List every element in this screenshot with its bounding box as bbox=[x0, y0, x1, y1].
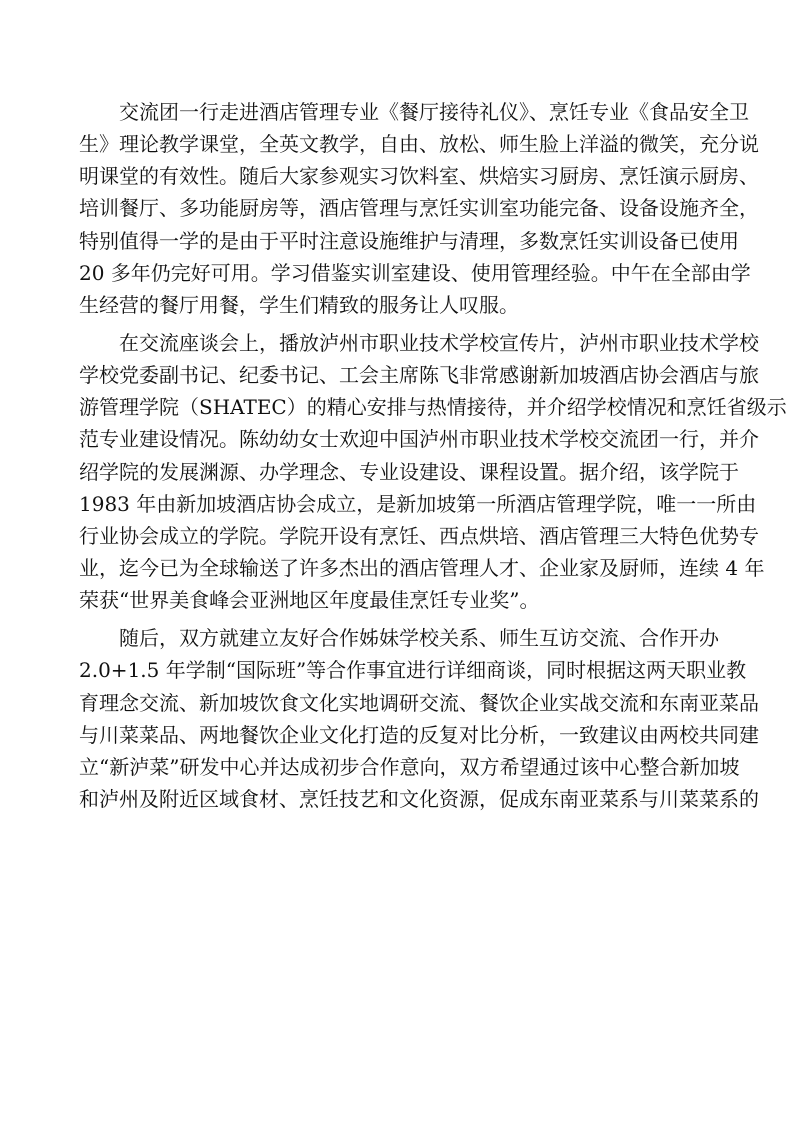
paragraph-3-line-6: 和泸州及附近区域食材、烹饪技艺和文化资源，促成东南亚菜系与川菜菜系的 bbox=[79, 786, 759, 811]
paragraph-2-line-2: 学校党委副书记、纪委书记、工会主席陈飞非常感谢新加坡酒店协会酒店与旅 bbox=[79, 363, 759, 388]
paragraph-3-line-2: 2.0+1.5 年学制“国际班”等合作事宜进行详细商谈，同时根据这两天职业教 bbox=[79, 658, 747, 683]
body-text bbox=[79, 96, 787, 815]
paragraph-3-line-3: 育理念交流、新加坡饮食文化实地调研交流、餐饮企业实战交流和东南亚菜品 bbox=[79, 690, 759, 715]
paragraph-1-line-1: 交流团一行走进酒店管理专业《餐厅接待礼仪》、烹饪专业《食品安全卫 bbox=[119, 100, 749, 124]
paragraph-2-line-8: 业，迄今已为全球输送了许多杰出的酒店管理人才、企业家及厨师，连续 4 年 bbox=[79, 555, 765, 580]
paragraph-1-line-3: 明课堂的有效性。随后大家参观实习饮料室、烘焙实习厨房、烹饪演示厨房、 bbox=[79, 164, 759, 189]
paragraph-2-line-5: 绍学院的发展渊源、办学理念、专业设建设、课程设置。据介绍，该学院于 bbox=[79, 459, 739, 484]
paragraph-2-line-1: 在交流座谈会上，播放泸州市职业技术学校宣传片，泸州市职业技术学校 bbox=[119, 330, 759, 355]
paragraph-2-line-9: 荣获“世界美食峰会亚洲地区年度最佳烹饪专业奖”。 bbox=[79, 588, 540, 613]
paragraph-2-line-4: 范专业建设情况。陈幼幼女士欢迎中国泸州市职业技术学校交流团一行，并介 bbox=[79, 427, 759, 452]
paragraph-2-line-6: 1983 年由新加坡酒店协会成立，是新加坡第一所酒店管理学院，唯一一所由 bbox=[79, 491, 757, 516]
paragraph-1-line-6: 20 多年仍完好可用。学习借鉴实训室建设、使用管理经验。中午在全部由学 bbox=[79, 260, 751, 285]
paragraph-2-line-7: 行业协会成立的学院。学院开设有烹饪、西点烘培、酒店管理三大特色优势专 bbox=[79, 523, 759, 548]
paragraph-3-line-1: 随后，双方就建立友好合作姊妹学校关系、师生互访交流、合作开办 bbox=[119, 626, 719, 651]
paragraph-3-line-5: 立“新泸菜”研发中心并达成初步合作意向，双方希望通过该中心整合新加坡 bbox=[79, 754, 740, 779]
paragraph-1-line-2: 生》理论教学课堂，全英文教学，自由、放松、师生脸上洋溢的微笑，充分说 bbox=[79, 132, 759, 157]
paragraph-3-line-4: 与川菜菜品、两地餐饮企业文化打造的反复对比分析，一致建议由两校共同建 bbox=[79, 722, 759, 747]
paragraph-1-line-5: 特别值得一学的是由于平时注意设施维护与清理，多数烹饪实训设备已使用 bbox=[79, 228, 739, 253]
paragraph-2-line-3: 游管理学院（SHATEC）的精心安排与热情接待，并介绍学校情况和烹饪省级示 bbox=[79, 395, 787, 420]
paragraph-1-line-4: 培训餐厅、多功能厨房等，酒店管理与烹饪实训室功能完备、设备设施齐全， bbox=[79, 196, 759, 221]
paragraph-1-line-7: 生经营的餐厅用餐，学生们精致的服务让人叹服。 bbox=[79, 292, 519, 317]
